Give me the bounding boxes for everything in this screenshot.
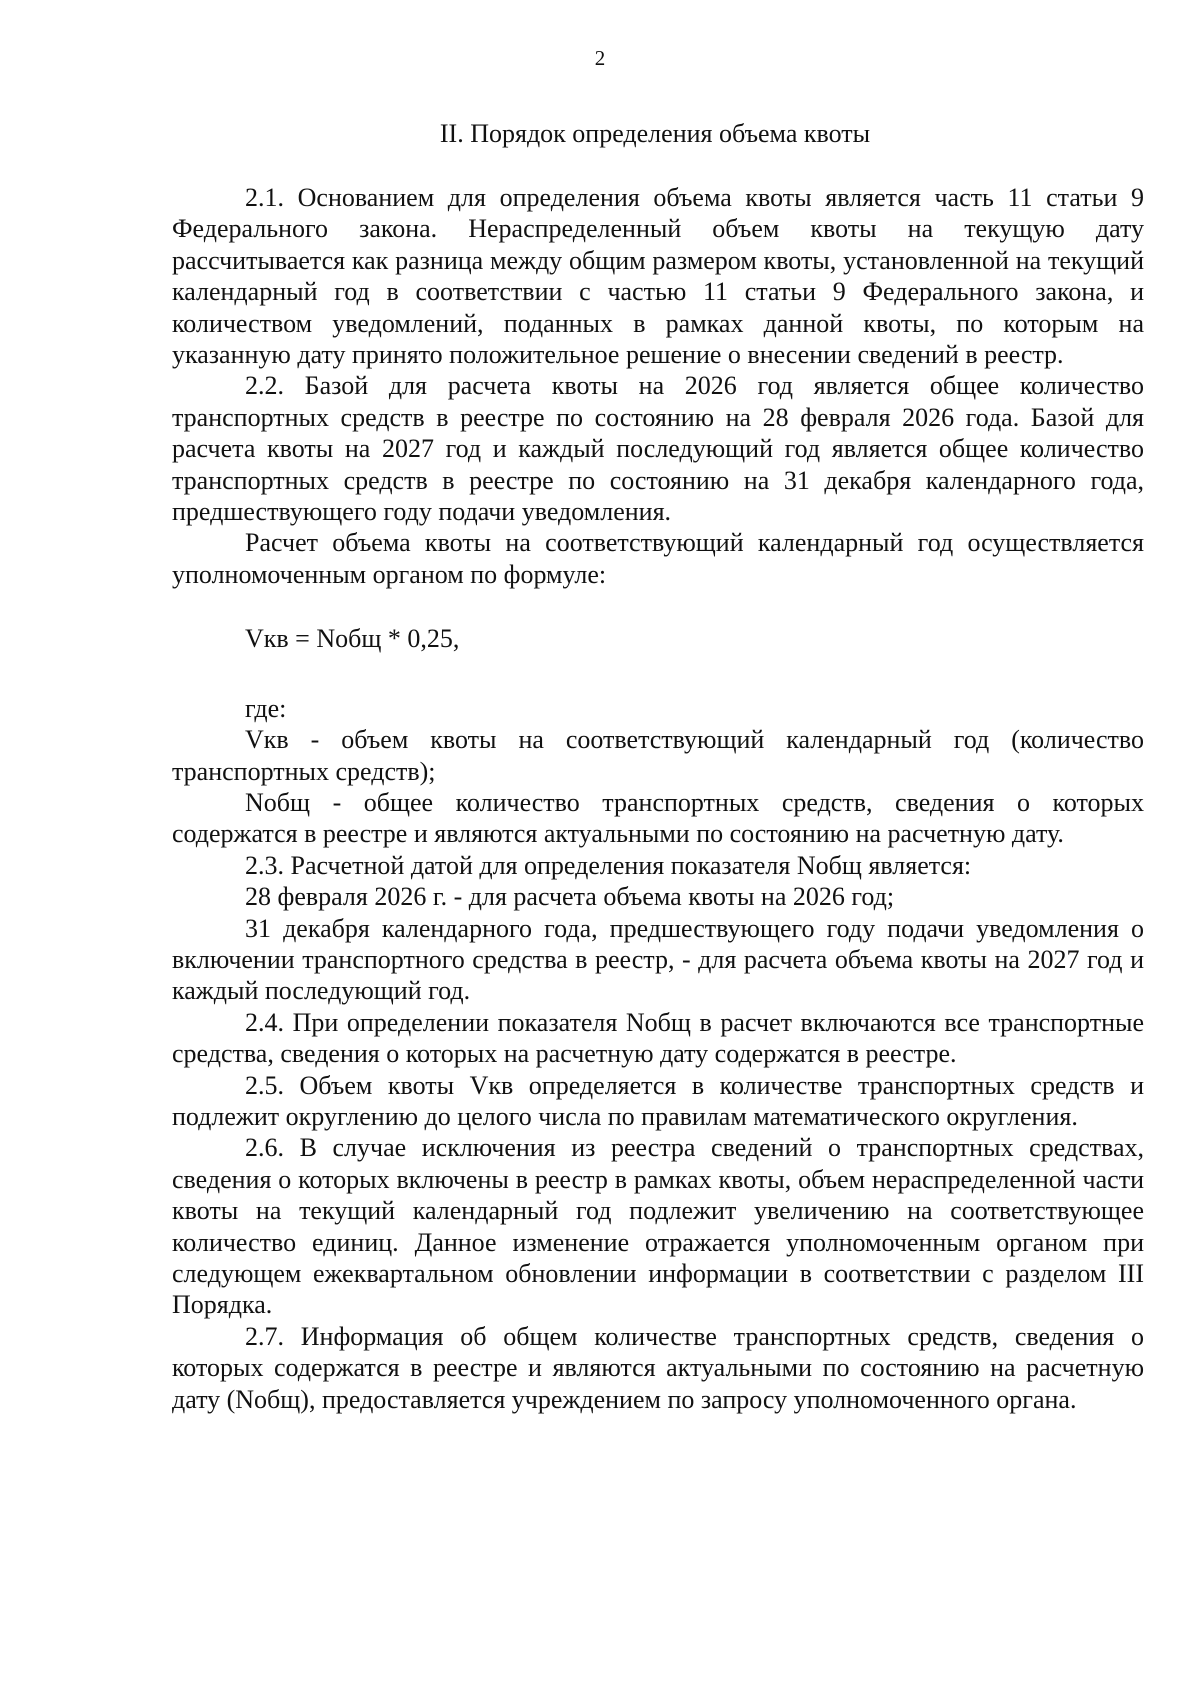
paragraph-date-following: 31 декабря календарного года, предшествующего году подачи уведомления о включении транспортного средства в реестр, - для расчета объема квоты на 2027 год и каждый последующий год.: [172, 913, 1144, 1006]
paragraph-2-6: 2.6. В случае исключения из реестра сведений о транспортных средствах, сведения о которых включены в реестр в рамках квоты, объем нераспределенной части квоты на текущий календарный год подлежит увеличению на соответствующее количество единиц. Данное изменение отражается уполномоченным органом при следующем ежеквартальном обновлении информации в соответствии с разделом III Порядка.: [172, 1133, 1144, 1320]
paragraph-date-2026: 28 февраля 2026 г. - для расчета объема квоты на 2026 год;: [245, 882, 895, 912]
paragraph-2-7: 2.7. Информация об общем количестве транспортных средств, сведения о которых содержатся в реестре и являются актуальными по состоянию на расчетную дату (Nобщ), предоставляется учреждением по запросу уполномоченного органа.: [172, 1321, 1144, 1414]
section-title: II. Порядок определения объема квоты: [439, 119, 871, 148]
where-label: где:: [245, 693, 287, 723]
paragraph-2-5: 2.5. Объем квоты Vкв определяется в количестве транспортных средств и подлежит округлению до целого числа по правилам математического округления.: [172, 1070, 1144, 1131]
definition-nobsch: Nобщ - общее количество транспортных средств, сведения о которых содержатся в реестре и являются актуальными по состоянию на расчетную дату.: [172, 787, 1144, 849]
definition-vkv: Vкв - объем квоты на соответствующий календарный год (количество транспортных средств);: [172, 725, 1144, 786]
paragraph-formula-intro: Расчет объема квоты на соответствующий календарный год осуществляется уполномоченным органом по формуле:: [172, 528, 1144, 589]
paragraph-2-3: 2.3. Расчетной датой для определения показателя Nобщ является:: [245, 850, 972, 880]
paragraph-2-2: 2.2. Базой для расчета квоты на 2026 год является общее количество транспортных средств в реестре по состоянию на 28 февраля 2026 года. Базой для расчета квоты на 2027 год и каждый последующий год является общее количество транспортных средств в реестре по состоянию на 31 декабря календарного года, предшествующего году подачи уведомления.: [172, 371, 1144, 527]
paragraph-2-1: 2.1. Основанием для определения объема квоты является часть 11 статьи 9 Федерального закона. Нераспределенный объем квоты на текущую дату рассчитывается как разница между общим размером квоты, установленной на текущий календарный год в соответствии с частью 11 статьи 9 Федерального закона, и количеством уведомлений, поданных в рамках данной квоты, по которым на указанную дату принято положительное решение о внесении сведений в реестр.: [172, 183, 1144, 370]
page-number: 2: [594, 46, 606, 70]
quota-formula: Vкв = Nобщ * 0,25,: [245, 624, 460, 654]
paragraph-2-4: 2.4. При определении показателя Nобщ в расчет включаются все транспортные средства, сведения о которых на расчетную дату содержатся в реестре.: [172, 1007, 1144, 1069]
section-body: [172, 182, 1144, 1415]
